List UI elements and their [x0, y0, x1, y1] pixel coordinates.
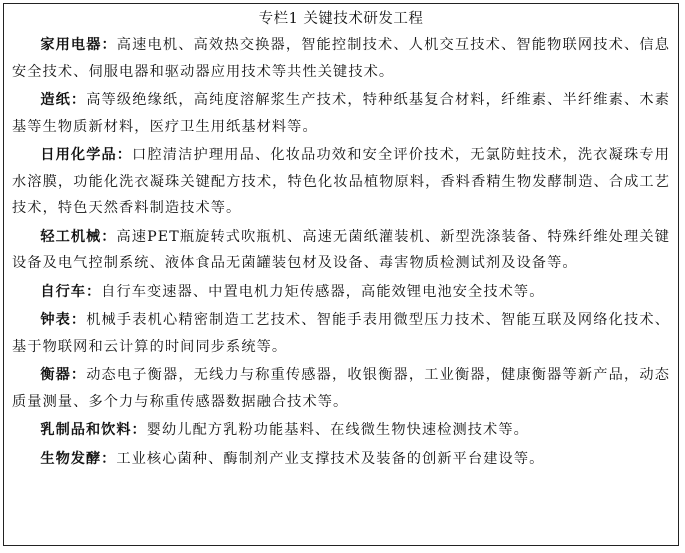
section-heading: 家用电器：: [40, 37, 117, 53]
section-body: 口腔清洁护理用品、化妆品功效和安全评价技术，无氯防蛀技术，洗衣凝珠专用水溶膜，功能化洗衣凝珠关键配方技术，特色化妆品植物原料，香料香精生物发酵制造、合成工艺技术，特色天然香料制造技术等。: [12, 147, 670, 216]
section-body: 机械手表机心精密制造工艺技术、智能手表用微型压力技术、智能互联及网络化技术、基于物联网和云计算的时间同步系统等。: [12, 312, 670, 355]
section-heading: 造纸：: [40, 92, 87, 108]
section-body: 动态电子衡器，无线力与称重传感器，收银衡器，工业衡器，健康衡器等新产品，动态质量测量、多个力与称重传感器数据融合技术等。: [12, 367, 670, 410]
section-bio-fermentation: [12, 446, 670, 473]
section-weighing-instruments: [12, 362, 670, 415]
feature-box: [3, 3, 679, 546]
section-dairy-beverages: [12, 417, 670, 444]
section-heading: 日用化学品：: [40, 147, 133, 163]
section-papermaking: [12, 87, 670, 140]
section-bicycle: [12, 279, 670, 306]
section-light-industry-machinery: [12, 224, 670, 277]
section-heading: 乳制品和饮料：: [40, 422, 147, 438]
box-title: 专栏1 关键技术研发工程: [258, 11, 424, 27]
section-household-appliances: [12, 32, 670, 85]
section-heading: 轻工机械：: [40, 228, 117, 245]
section-heading: 生物发酵：: [40, 450, 117, 467]
section-daily-chemicals: [12, 142, 670, 222]
section-body: 高速PET瓶旋转式吹瓶机、高速无菌纸灌装机、新型洗涤装备、特殊纤维处理关键设备及电气控制系统、液体食品无菌罐装包材及设备、毒害物质检测试剂及设备等。: [12, 228, 670, 271]
section-body: 婴幼儿配方乳粉功能基料、在线微生物快速检测技术等。: [146, 422, 529, 438]
section-heading: 衡器：: [40, 367, 87, 383]
section-heading: 钟表：: [40, 312, 87, 328]
section-body: 高等级绝缘纸，高纯度溶解浆生产技术，特种纸基复合材料，纤维素、半纤维素、木素基等生物质新材料，医疗卫生用纸基材料等。: [12, 92, 670, 135]
section-body: 工业核心菌种、酶制剂产业支撑技术及装备的创新平台建设等。: [116, 450, 545, 467]
section-watches: [12, 307, 670, 360]
section-body: 自行车变速器、中置电机力矩传感器，高能效锂电池安全技术等。: [101, 283, 545, 300]
section-body: 高速电机、高效热交换器，智能控制技术、人机交互技术、智能物联网技术、信息安全技术、伺服电器和驱动器应用技术等共性关键技术。: [12, 37, 670, 80]
section-heading: 自行车：: [40, 283, 102, 300]
